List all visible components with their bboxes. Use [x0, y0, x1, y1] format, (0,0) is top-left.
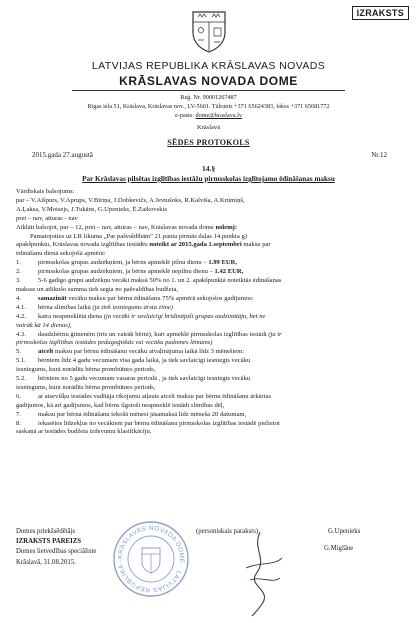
body-text: Atklāti balsojot, par – 12, pret – nav, atturas – nav, Krāslavas novada dome: [16, 223, 216, 231]
clerk-label: Domes lietvedības speciāliste: [16, 548, 97, 555]
list-number: 4.2.: [16, 312, 26, 320]
body-line: A.Ļaksa, V.Moisejs, J.Tukāns, G.Upenieks, Ē.Zaikovskis: [16, 205, 167, 213]
body-bold-text: 1.99 EUR,: [208, 259, 238, 267]
stamp-label: IZRAKSTS: [352, 6, 409, 20]
list-number: 4.1.: [16, 303, 26, 311]
protocol-body: [16, 188, 406, 437]
body-text: daudzbērnu ģimenēm (trīs un vairāk bērni), kuri apmeklē pirmsskolas izglītības iestādi: [38, 330, 269, 338]
document-number: Nr.12: [371, 151, 387, 159]
coat-of-arms-icon: [187, 8, 231, 54]
body-line: gadījumos, kā arī gadījumos, kad bērns ilgstoši neapmeklē iestādi slimības dēļ,: [16, 401, 225, 409]
body-line: iesniegums, kurā norādīts bērna prombūtnes periods,: [16, 383, 156, 391]
body-italic-text: (ja ir: [268, 330, 282, 338]
list-item: [16, 420, 406, 429]
body-text: ar atsevišķu iestādes vadītāja rīkojumu atļauts atcelt maksu par bērnu ēdināšanu ārkārtas: [38, 392, 272, 400]
official-seal-icon: [112, 520, 190, 598]
body-line: [16, 241, 406, 250]
list-number: 5.2.: [16, 375, 26, 383]
copy-certification-title: [16, 538, 81, 545]
body-text: vecāku maksu par bērnu ēdināšanu 75% apmērā sekojošos gadījumos:: [66, 294, 254, 302]
body-line: Vārdiskais balsojums:: [16, 188, 75, 195]
body-line: [16, 322, 406, 331]
copy-certification-bold: IZRAKSTS PAREIZS: [16, 538, 82, 545]
list-item: [16, 357, 406, 366]
body-line: saskaņā ar iestādes budžeta izdevumu klasifikāciju.: [16, 428, 152, 436]
list-number: 3.: [16, 277, 21, 285]
list-item: [16, 393, 406, 402]
body-bold-text: samazināt: [38, 294, 67, 302]
body-bold-text: atcelt: [38, 348, 54, 356]
body-line: Pamatojoties uz LR likuma „Par pašvaldībām" 21.panta pirmās daļas 14.punkta g): [30, 232, 247, 240]
body-italic-text: pirmsskolas izglītības iestādes pedagoģiskās vai vecāku padomes lēmums): [16, 339, 213, 347]
body-text: katra neapmeklētā diena: [38, 312, 104, 320]
chair-name: G.Upenieks: [328, 528, 361, 535]
email-line: [0, 112, 417, 119]
body-text: pirmsskolas grupas audzēkņiem, ja bērns apmeklē pilnu dienu –: [38, 259, 209, 267]
body-text: pirmsskolas grupas audzēkņiem, ja bērns apmeklē nepilnu dienu –: [38, 268, 215, 276]
body-italic-text: (ja tiek iesniegums ārsta zīme): [92, 303, 173, 311]
body-line: maksas un atlikušo summa tiek segta no pašvaldības budžeta,: [16, 285, 179, 293]
list-number: 4.: [16, 294, 21, 302]
registration-number: Reģ. Nr. 90001267487: [180, 94, 237, 101]
list-number: 5.: [16, 348, 21, 356]
city-line: Krāslavā: [196, 124, 221, 131]
list-item: [16, 313, 406, 322]
body-text: iekasētos līdzekļus no vecākiem par bērnu ēdināšanu pirmsskolas izglītības iestādē pielietot: [38, 419, 280, 427]
list-item: [16, 259, 406, 268]
body-line: iesniegums, kurā norādīts bērna prombūtnes periods,: [16, 366, 156, 374]
body-bold-text: noteikt ar 2015.gada 1.septembri: [149, 241, 242, 249]
body-italic-text: vairāk kā 14 dienas),: [16, 321, 72, 329]
email-link[interactable]: dome@kraslava.lv: [195, 112, 242, 119]
list-number: 6.: [16, 392, 21, 400]
clerk-name: G.Miglāne: [324, 545, 354, 552]
chair-signature-note: (personiskais paraksts): [196, 528, 259, 535]
body-line: [16, 224, 406, 233]
list-number: 8.: [16, 419, 21, 427]
document-subject: Par Krāslavas pilsētas izglītības iestāžu pirmsskolas izglītojamo ēdināšanas maksu: [82, 175, 335, 183]
list-number: 4.3.: [16, 330, 26, 338]
document-date: 2015.gada 27.augustā: [32, 151, 93, 159]
body-text: bērna slimības laikā: [38, 303, 93, 311]
body-text: 5-6 gadīgo grupu audzēkņu vecāki maksā 50% no 1. un 2. apakšpunktā noteiktās ēdināšanas: [38, 277, 282, 285]
body-text: bērniem no 5 gadu vecumam vasaras periodā , ja tiek savlaicīgi iesniegts vecāku: [38, 375, 251, 383]
list-number: 2.: [16, 268, 21, 276]
list-item: [16, 295, 406, 304]
section-number: 14.§: [201, 164, 216, 173]
list-item: [16, 348, 406, 357]
list-item: [16, 277, 406, 286]
body-text: maksu par bērnu ēdināšanu vecāku atvaļinājuma laikā līdz 3 mēnešiem:: [53, 348, 245, 356]
chair-label: Domes priekšsēdētājs: [16, 528, 76, 535]
body-text: maksu par: [241, 241, 271, 249]
document-title: SĒDES PROTOKOLS: [167, 138, 250, 147]
body-line: [16, 339, 406, 348]
body-line: pret – nav, atturas - nav: [16, 214, 78, 222]
body-text: bērniem līdz 4 gadu vecumam visa gada laikā, ja tiek savlaicīgi iesniegts vecāku: [38, 357, 251, 365]
list-item: [16, 304, 406, 313]
council-name: KRĀSLAVAS NOVADA DOME: [119, 74, 298, 88]
list-item: [16, 411, 406, 420]
list-item: [16, 375, 406, 384]
body-text: apakšpunktu, Krāslavas novada izglītības iestādēs: [16, 241, 150, 249]
list-number: 5.1.: [16, 357, 26, 365]
body-line: ēdināšanu dienā sekojošā apmērā:: [16, 250, 106, 258]
address-line: Rīgas iela 51, Krāslava, Krāslavas nov., LV-5601. Tālrunis +371 65624383, fakss +371 65681772: [87, 103, 330, 110]
header-divider: [72, 90, 345, 91]
body-bold-text: 1.42 EUR,: [214, 268, 244, 276]
body-line: par – V.Aišpurs, V.Aprups, V.Bīriņa, J.Dobkevičs, A.Jevtušoks, R.Kalviša, A.Krūmiņš,: [16, 196, 245, 204]
list-item: [16, 268, 406, 277]
seal-ring-text: KRĀSLAVAS NOVADA DOME · LATVIJAS REPUBLIKA ·: [116, 524, 186, 594]
handwritten-signature: [238, 528, 288, 618]
organization-name: LATVIJAS REPUBLIKA KRĀSLAVAS NOVADS: [91, 60, 326, 72]
place-and-date: Krāslavā, 31.08.2015.: [16, 559, 76, 566]
list-number: 1.: [16, 259, 21, 267]
list-number: 7.: [16, 410, 21, 418]
body-bold-text: nolemj:: [215, 223, 238, 231]
email-label: e-pasts:: [175, 112, 196, 119]
body-text: maksu par bērna ēdināšanu tekošā mēnesī jāsamaksā līdz mēneša 20 datumam,: [38, 410, 247, 418]
body-italic-text: (ja vecāki ir savlaicīgi brīdinājuši grupas audzinātāju, bet ne: [103, 312, 266, 320]
